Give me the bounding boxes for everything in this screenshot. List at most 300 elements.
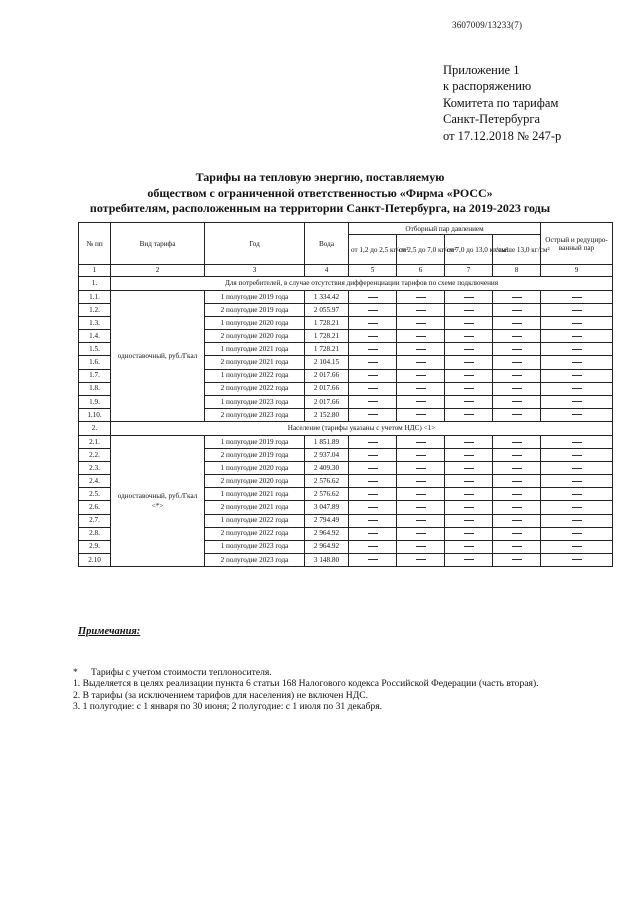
empty-value-dash: [397, 330, 445, 343]
dash-mark: [416, 414, 426, 415]
empty-value-dash: [541, 382, 613, 395]
dash-mark: [572, 481, 582, 482]
empty-value-dash: [397, 304, 445, 317]
empty-value-dash: [349, 435, 397, 448]
dash-mark: [572, 388, 582, 389]
note-1: 1. Выделяется в целях реализации пункта 6 статьи 168 Налогового кодекса Российской Федерации (часть вторая).: [73, 678, 539, 690]
empty-value-dash: [541, 501, 613, 514]
tariff-type-cell: одноставочный, руб./Гкал <*>: [111, 435, 205, 566]
dash-mark: [464, 375, 474, 376]
dash-mark: [368, 362, 378, 363]
dash-mark: [464, 455, 474, 456]
dash-mark: [512, 533, 522, 534]
empty-value-dash: [541, 553, 613, 566]
empty-value-dash: [397, 369, 445, 382]
water-tariff-value: 1 851.89: [305, 435, 349, 448]
empty-value-dash: [541, 408, 613, 421]
empty-value-dash: [397, 395, 445, 408]
water-tariff-value: 2 576.62: [305, 475, 349, 488]
empty-value-dash: [397, 343, 445, 356]
dash-mark: [464, 559, 474, 560]
empty-value-dash: [445, 514, 493, 527]
title-line: обществом с ограниченной ответственностью «Фирма «РОСС»: [147, 185, 493, 200]
column-number: 2: [111, 265, 205, 277]
dash-mark: [512, 362, 522, 363]
empty-value-dash: [493, 475, 541, 488]
empty-value-dash: [397, 527, 445, 540]
empty-value-dash: [541, 304, 613, 317]
header-steam-group: Отборный пар давлением: [349, 223, 541, 235]
appendix-line: Комитета по тарифам: [443, 95, 559, 110]
dash-mark: [416, 559, 426, 560]
tariff-table: [78, 222, 613, 567]
empty-value-dash: [445, 343, 493, 356]
empty-value-dash: [397, 382, 445, 395]
dash-mark: [512, 520, 522, 521]
dash-mark: [512, 559, 522, 560]
dash-mark: [464, 297, 474, 298]
empty-value-dash: [349, 553, 397, 566]
empty-value-dash: [349, 317, 397, 330]
dash-mark: [572, 336, 582, 337]
dash-mark: [512, 297, 522, 298]
dash-mark: [368, 349, 378, 350]
empty-value-dash: [445, 317, 493, 330]
period-cell: 1 полугодие 2023 года: [205, 540, 305, 553]
notes: [73, 667, 539, 713]
row-number: 2.5.: [79, 488, 111, 501]
empty-value-dash: [445, 527, 493, 540]
appendix-line: Санкт-Петербурга: [443, 112, 541, 127]
row-number: 2.7.: [79, 514, 111, 527]
dash-mark: [572, 455, 582, 456]
dash-mark: [464, 546, 474, 547]
dash-mark: [464, 362, 474, 363]
dash-mark: [512, 468, 522, 469]
row-number: 1.8.: [79, 382, 111, 395]
section-number: 1.: [79, 277, 111, 291]
empty-value-dash: [541, 435, 613, 448]
empty-value-dash: [493, 553, 541, 566]
empty-value-dash: [397, 540, 445, 553]
dash-mark: [572, 375, 582, 376]
empty-value-dash: [493, 408, 541, 421]
period-cell: 1 полугодие 2022 года: [205, 369, 305, 382]
table-row: [79, 435, 613, 448]
dash-mark: [572, 414, 582, 415]
empty-value-dash: [493, 527, 541, 540]
empty-value-dash: [541, 356, 613, 369]
document-title: [0, 170, 640, 217]
table-row: [79, 291, 613, 304]
empty-value-dash: [349, 330, 397, 343]
empty-value-dash: [445, 488, 493, 501]
row-number: 2.3.: [79, 462, 111, 475]
dash-mark: [416, 310, 426, 311]
water-tariff-value: 2 017.66: [305, 369, 349, 382]
dash-mark: [512, 336, 522, 337]
appendix-line: от 17.12.2018 № 247-р: [443, 128, 562, 143]
empty-value-dash: [349, 540, 397, 553]
row-number: 2.2.: [79, 449, 111, 462]
empty-value-dash: [541, 488, 613, 501]
water-tariff-value: 2 409.30: [305, 462, 349, 475]
empty-value-dash: [493, 449, 541, 462]
dash-mark: [512, 375, 522, 376]
period-cell: 2 полугодие 2019 года: [205, 449, 305, 462]
dash-mark: [416, 336, 426, 337]
empty-value-dash: [349, 501, 397, 514]
period-cell: 1 полугодие 2021 года: [205, 343, 305, 356]
water-tariff-value: 3 047.89: [305, 501, 349, 514]
column-number: 1: [79, 265, 111, 277]
water-tariff-value: 1 728.21: [305, 317, 349, 330]
row-number: 1.2.: [79, 304, 111, 317]
empty-value-dash: [349, 291, 397, 304]
period-cell: 2 полугодие 2022 года: [205, 527, 305, 540]
empty-value-dash: [445, 449, 493, 462]
dash-mark: [416, 297, 426, 298]
appendix-line: к распоряжению: [443, 79, 532, 94]
period-cell: 2 полугодие 2022 года: [205, 382, 305, 395]
water-tariff-value: 1 334.42: [305, 291, 349, 304]
header-number: № пп: [79, 223, 111, 265]
dash-mark: [368, 401, 378, 402]
dash-mark: [368, 414, 378, 415]
period-cell: 2 полугодие 2023 года: [205, 553, 305, 566]
empty-value-dash: [493, 317, 541, 330]
empty-value-dash: [349, 514, 397, 527]
dash-mark: [572, 520, 582, 521]
dash-mark: [572, 546, 582, 547]
row-number: 1.6.: [79, 356, 111, 369]
dash-mark: [416, 455, 426, 456]
period-cell: 2 полугодие 2020 года: [205, 330, 305, 343]
empty-value-dash: [541, 395, 613, 408]
row-number: 1.1.: [79, 291, 111, 304]
empty-value-dash: [349, 382, 397, 395]
dash-mark: [512, 546, 522, 547]
empty-value-dash: [445, 304, 493, 317]
document-registration-number: 3607009/13233(7): [452, 20, 523, 30]
empty-value-dash: [493, 435, 541, 448]
dash-mark: [464, 507, 474, 508]
period-cell: 2 полугодие 2020 года: [205, 475, 305, 488]
dash-mark: [512, 455, 522, 456]
section-header-row: [79, 421, 613, 435]
column-number: 9: [541, 265, 613, 277]
period-cell: 2 полугодие 2019 года: [205, 304, 305, 317]
dash-mark: [512, 507, 522, 508]
column-number: 6: [397, 265, 445, 277]
header-sharp-steam: Острый и редуциро-ванный пар: [541, 223, 613, 265]
note-star-text: Тарифы с учетом стоимости теплоносителя.: [91, 667, 272, 678]
dash-mark: [416, 362, 426, 363]
empty-value-dash: [445, 395, 493, 408]
dash-mark: [512, 388, 522, 389]
water-tariff-value: 2 937.04: [305, 449, 349, 462]
appendix-header: [443, 62, 561, 144]
empty-value-dash: [397, 553, 445, 566]
section-number: 2.: [79, 421, 111, 435]
empty-value-dash: [397, 462, 445, 475]
empty-value-dash: [349, 304, 397, 317]
empty-value-dash: [445, 369, 493, 382]
dash-mark: [368, 520, 378, 521]
dash-mark: [572, 323, 582, 324]
empty-value-dash: [445, 475, 493, 488]
empty-value-dash: [397, 488, 445, 501]
period-cell: 1 полугодие 2020 года: [205, 317, 305, 330]
header-year: Год: [205, 223, 305, 265]
empty-value-dash: [397, 514, 445, 527]
empty-value-dash: [397, 317, 445, 330]
dash-mark: [368, 507, 378, 508]
empty-value-dash: [349, 449, 397, 462]
empty-value-dash: [541, 369, 613, 382]
notes-title: Примечания:: [78, 626, 141, 637]
period-cell: 1 полугодие 2019 года: [205, 291, 305, 304]
empty-value-dash: [349, 369, 397, 382]
water-tariff-value: 1 728.21: [305, 330, 349, 343]
dash-mark: [416, 520, 426, 521]
empty-value-dash: [541, 317, 613, 330]
water-tariff-value: 2 104.15: [305, 356, 349, 369]
dash-mark: [464, 520, 474, 521]
dash-mark: [416, 323, 426, 324]
dash-mark: [512, 310, 522, 311]
dash-mark: [368, 546, 378, 547]
empty-value-dash: [493, 514, 541, 527]
empty-value-dash: [493, 304, 541, 317]
empty-value-dash: [349, 527, 397, 540]
appendix-line: Приложение 1: [443, 63, 520, 77]
title-line: Тарифы на тепловую энергию, поставляемую: [195, 170, 445, 184]
empty-value-dash: [493, 395, 541, 408]
dash-mark: [368, 388, 378, 389]
column-number: 5: [349, 265, 397, 277]
period-cell: 2 полугодие 2023 года: [205, 408, 305, 421]
dash-mark: [572, 349, 582, 350]
dash-mark: [464, 481, 474, 482]
dash-mark: [572, 468, 582, 469]
empty-value-dash: [445, 408, 493, 421]
empty-value-dash: [493, 462, 541, 475]
water-tariff-value: 2 152.80: [305, 408, 349, 421]
dash-mark: [464, 533, 474, 534]
empty-value-dash: [493, 330, 541, 343]
dash-mark: [464, 414, 474, 415]
empty-value-dash: [349, 462, 397, 475]
empty-value-dash: [541, 291, 613, 304]
row-number: 1.3.: [79, 317, 111, 330]
empty-value-dash: [397, 435, 445, 448]
dash-mark: [572, 507, 582, 508]
empty-value-dash: [445, 330, 493, 343]
period-cell: 2 полугодие 2021 года: [205, 501, 305, 514]
row-number: 1.5.: [79, 343, 111, 356]
empty-value-dash: [397, 356, 445, 369]
row-number: 2.9.: [79, 540, 111, 553]
dash-mark: [416, 442, 426, 443]
dash-mark: [416, 401, 426, 402]
empty-value-dash: [445, 540, 493, 553]
section-title: Население (тарифы указаны с учетом НДС) <1>: [111, 421, 613, 435]
empty-value-dash: [541, 449, 613, 462]
empty-value-dash: [493, 369, 541, 382]
empty-value-dash: [541, 540, 613, 553]
note-star-marker: *: [73, 667, 78, 678]
empty-value-dash: [445, 501, 493, 514]
row-number: 2.8.: [79, 527, 111, 540]
header-steam-2: от 2,5 до 7,0 кг/см²: [397, 235, 445, 265]
water-tariff-value: 2 964.92: [305, 527, 349, 540]
dash-mark: [512, 481, 522, 482]
dash-mark: [464, 401, 474, 402]
dash-mark: [572, 559, 582, 560]
period-cell: 2 полугодие 2021 года: [205, 356, 305, 369]
dash-mark: [368, 559, 378, 560]
dash-mark: [512, 494, 522, 495]
empty-value-dash: [541, 514, 613, 527]
period-cell: 1 полугодие 2023 года: [205, 395, 305, 408]
dash-mark: [512, 401, 522, 402]
row-number: 2.1.: [79, 435, 111, 448]
period-cell: 1 полугодие 2022 года: [205, 514, 305, 527]
row-number: 2.6.: [79, 501, 111, 514]
dash-mark: [416, 468, 426, 469]
empty-value-dash: [493, 540, 541, 553]
dash-mark: [416, 349, 426, 350]
water-tariff-value: 2 576.62: [305, 488, 349, 501]
period-cell: 1 полугодие 2019 года: [205, 435, 305, 448]
empty-value-dash: [397, 408, 445, 421]
column-number: 7: [445, 265, 493, 277]
empty-value-dash: [493, 488, 541, 501]
header-tariff-type: Вид тарифа: [111, 223, 205, 265]
dash-mark: [464, 310, 474, 311]
column-number: 4: [305, 265, 349, 277]
water-tariff-value: 1 728.21: [305, 343, 349, 356]
empty-value-dash: [541, 330, 613, 343]
dash-mark: [512, 349, 522, 350]
dash-mark: [572, 494, 582, 495]
water-tariff-value: 3 148.80: [305, 553, 349, 566]
empty-value-dash: [445, 462, 493, 475]
column-number: 3: [205, 265, 305, 277]
tariff-table-body: [79, 265, 613, 567]
water-tariff-value: 2 055.97: [305, 304, 349, 317]
dash-mark: [464, 323, 474, 324]
dash-mark: [416, 507, 426, 508]
empty-value-dash: [493, 501, 541, 514]
dash-mark: [368, 468, 378, 469]
dash-mark: [416, 481, 426, 482]
dash-mark: [416, 388, 426, 389]
dash-mark: [464, 349, 474, 350]
dash-mark: [464, 468, 474, 469]
section-title: Для потребителей, в случае отсутствия дифференциации тарифов по схеме подключения: [111, 277, 613, 291]
period-cell: 1 полугодие 2021 года: [205, 488, 305, 501]
dash-mark: [512, 414, 522, 415]
empty-value-dash: [445, 356, 493, 369]
header-steam-3: от 7,0 до 13,0 кг/см²: [445, 235, 493, 265]
empty-value-dash: [493, 291, 541, 304]
dash-mark: [572, 401, 582, 402]
dash-mark: [368, 375, 378, 376]
dash-mark: [368, 297, 378, 298]
header-steam-4: свыше 13,0 кг/см²: [493, 235, 541, 265]
empty-value-dash: [397, 449, 445, 462]
dash-mark: [572, 533, 582, 534]
dash-mark: [464, 494, 474, 495]
title-line: потребителям, расположенным на территории Санкт-Петербурга, на 2019-2023 годы: [89, 201, 551, 216]
empty-value-dash: [349, 408, 397, 421]
empty-value-dash: [349, 475, 397, 488]
water-tariff-value: 2 017.66: [305, 382, 349, 395]
dash-mark: [464, 442, 474, 443]
dash-mark: [368, 481, 378, 482]
empty-value-dash: [397, 501, 445, 514]
dash-mark: [464, 336, 474, 337]
dash-mark: [572, 297, 582, 298]
dash-mark: [368, 494, 378, 495]
empty-value-dash: [445, 435, 493, 448]
dash-mark: [512, 442, 522, 443]
dash-mark: [368, 455, 378, 456]
empty-value-dash: [397, 291, 445, 304]
row-number: 1.9.: [79, 395, 111, 408]
empty-value-dash: [493, 356, 541, 369]
dash-mark: [416, 375, 426, 376]
dash-mark: [416, 533, 426, 534]
dash-mark: [368, 442, 378, 443]
empty-value-dash: [349, 343, 397, 356]
empty-value-dash: [541, 527, 613, 540]
row-number: 2.4.: [79, 475, 111, 488]
dash-mark: [572, 362, 582, 363]
dash-mark: [368, 533, 378, 534]
empty-value-dash: [493, 343, 541, 356]
water-tariff-value: 2 964.92: [305, 540, 349, 553]
empty-value-dash: [445, 553, 493, 566]
dash-mark: [572, 442, 582, 443]
empty-value-dash: [349, 488, 397, 501]
column-number: 8: [493, 265, 541, 277]
note-star: [73, 667, 539, 678]
row-number: 1.7.: [79, 369, 111, 382]
dash-mark: [572, 310, 582, 311]
column-number-row: [79, 265, 613, 277]
empty-value-dash: [541, 343, 613, 356]
tariff-type-cell: одноставочный, руб./Гкал: [111, 291, 205, 422]
row-number: 2.10: [79, 553, 111, 566]
dash-mark: [368, 336, 378, 337]
empty-value-dash: [349, 356, 397, 369]
dash-mark: [416, 494, 426, 495]
section-header-row: [79, 277, 613, 291]
note-3: 3. 1 полугодие: с 1 января по 30 июня; 2 полугодие: с 1 июля по 31 декабря.: [73, 701, 383, 713]
water-tariff-value: 2 794.49: [305, 514, 349, 527]
dash-mark: [368, 310, 378, 311]
row-number: 1.4.: [79, 330, 111, 343]
empty-value-dash: [349, 395, 397, 408]
note-2: 2. В тарифы (за исключением тарифов для населения) не включен НДС.: [73, 689, 369, 701]
empty-value-dash: [397, 475, 445, 488]
dash-mark: [368, 323, 378, 324]
empty-value-dash: [493, 382, 541, 395]
empty-value-dash: [541, 462, 613, 475]
